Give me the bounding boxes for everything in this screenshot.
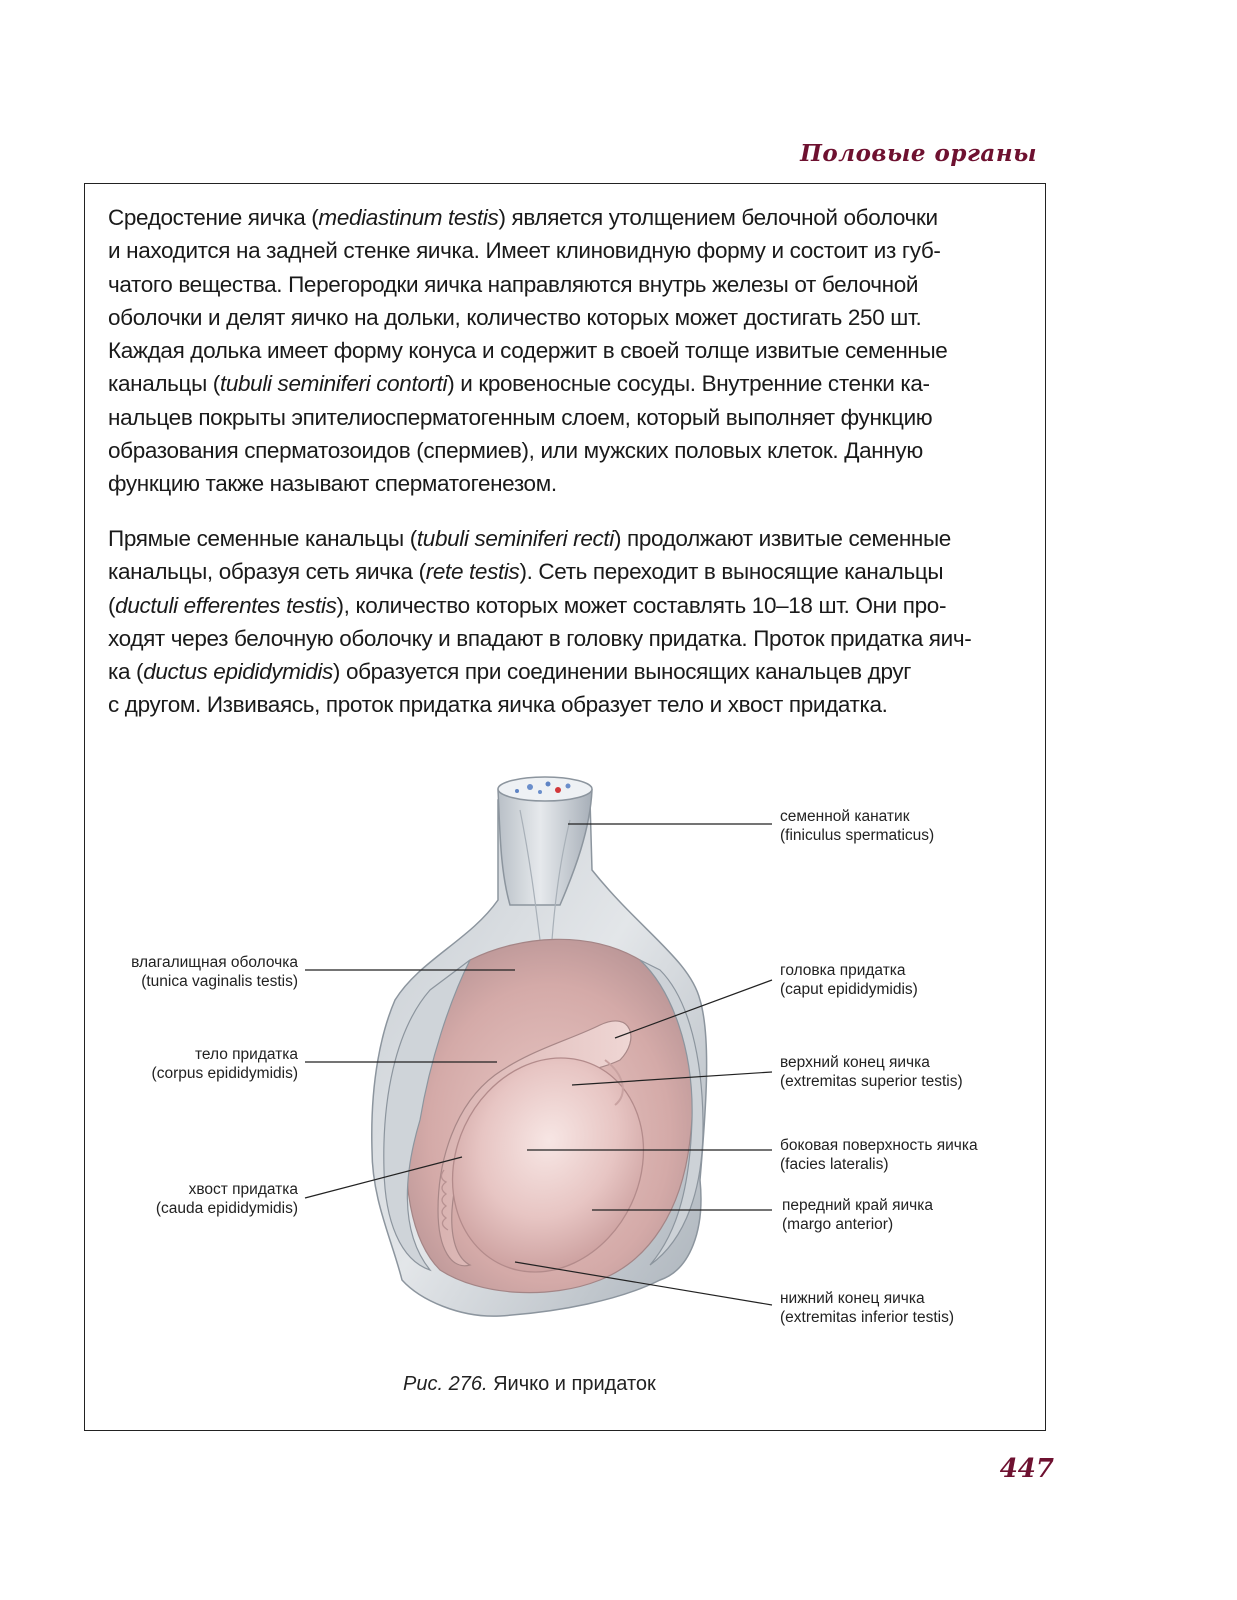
- latin-term: ductus epididymidis: [143, 659, 333, 685]
- text-segment: ). Сеть переходит в выносящие канальцы: [519, 559, 944, 585]
- figure-caption: [403, 1373, 656, 1396]
- label-caput-epididymidis: головка придатка (caput epididymidis): [780, 962, 918, 998]
- label-spermatic-cord: семенной канатик (finiculus spermaticus): [780, 808, 935, 844]
- text-segment: ка (: [108, 659, 144, 685]
- text-segment: ) образуется при соединении выносящих канальцев друг: [332, 659, 912, 685]
- text-segment: (: [108, 592, 116, 618]
- text-segment: канальцы, образуя сеть яичка (: [108, 559, 426, 585]
- text-line: [108, 522, 1020, 555]
- text-line: [108, 622, 1020, 655]
- latin-term: ductuli efferentes testis: [115, 592, 337, 618]
- text-line: [108, 589, 1020, 622]
- label-extremitas-superior: верхний конец яичка (extremitas superior testis): [780, 1054, 963, 1090]
- text-segment: ходят через белочную оболочку и впадают в головку придатка. Проток придатка яич-: [108, 625, 972, 651]
- text-line: [108, 688, 1020, 721]
- text-line: [108, 301, 1020, 334]
- latin-term: tubuli seminiferi recti: [416, 526, 614, 551]
- text-segment: ) продолжают извитые семенные: [613, 526, 951, 551]
- text-segment: ), количество которых может составлять 10–18 шт. Они про-: [336, 592, 947, 618]
- label-tunica-vaginalis: влагалищная оболочка (tunica vaginalis testis): [131, 954, 298, 990]
- text-segment: оболочки и делят яичко на дольки, количество которых может достигать 250 шт.: [108, 304, 922, 330]
- text-segment: ) является утолщением белочной оболочки: [498, 205, 938, 230]
- text-segment: канальцы (: [108, 371, 220, 397]
- text-segment: Прямые семенные канальцы (: [108, 526, 417, 551]
- paragraph-2: [108, 522, 1020, 722]
- figure-caption-text: Яичко и придаток: [487, 1373, 656, 1395]
- text-segment: ) и кровеносные сосуды. Внутренние стенки ка-: [447, 371, 930, 397]
- text-line: [108, 201, 1020, 234]
- text-line: [108, 234, 1020, 267]
- text-line: [108, 434, 1020, 467]
- text-segment: Каждая долька имеет форму конуса и содержит в своей толще извитые семенные: [108, 338, 948, 364]
- text-segment: нальцев покрыты эпителиосперматогенным слоем, который выполняет функцию: [108, 404, 933, 430]
- label-corpus-epididymidis: тело придатка (corpus epididymidis): [151, 1046, 298, 1082]
- text-line: [108, 467, 1020, 500]
- text-line: [108, 401, 1020, 434]
- text-segment: функцию также называют сперматогенезом.: [108, 471, 557, 497]
- paragraph-1: [108, 201, 1020, 501]
- page-number: 447: [999, 1454, 1054, 1484]
- latin-term: tubuli seminiferi contorti: [219, 371, 448, 397]
- text-line: [108, 334, 1020, 367]
- latin-term: rete testis: [425, 559, 520, 585]
- section-title: Половые органы: [800, 140, 1037, 167]
- text-line: [108, 555, 1020, 588]
- figure-number: Рис. 276.: [403, 1373, 488, 1395]
- label-extremitas-inferior: нижний конец яичка (extremitas inferior testis): [780, 1290, 954, 1326]
- label-facies-lateralis: боковая поверхность яичка (facies lateralis): [780, 1137, 978, 1173]
- label-margo-anterior: передний край яичка (margo anterior): [782, 1197, 933, 1233]
- text-line: [108, 268, 1020, 301]
- text-line: [108, 367, 1020, 400]
- text-segment: с другом. Извиваясь, проток придатка яичка образует тело и хвост придатка.: [108, 692, 888, 718]
- latin-term: mediastinum testis: [318, 205, 499, 230]
- text-segment: чатого вещества. Перегородки яичка направляются внутрь железы от белочной: [108, 271, 919, 297]
- label-cauda-epididymidis: хвост придатка (cauda epididymidis): [155, 1181, 298, 1217]
- text-segment: образования сперматозоидов (спермиев), или мужских половых клеток. Данную: [108, 438, 923, 464]
- text-segment: и находится на задней стенке яичка. Имеет клиновидную форму и состоит из губ-: [108, 238, 941, 264]
- text-line: [108, 655, 1020, 688]
- text-segment: Средостение яичка (: [108, 205, 319, 230]
